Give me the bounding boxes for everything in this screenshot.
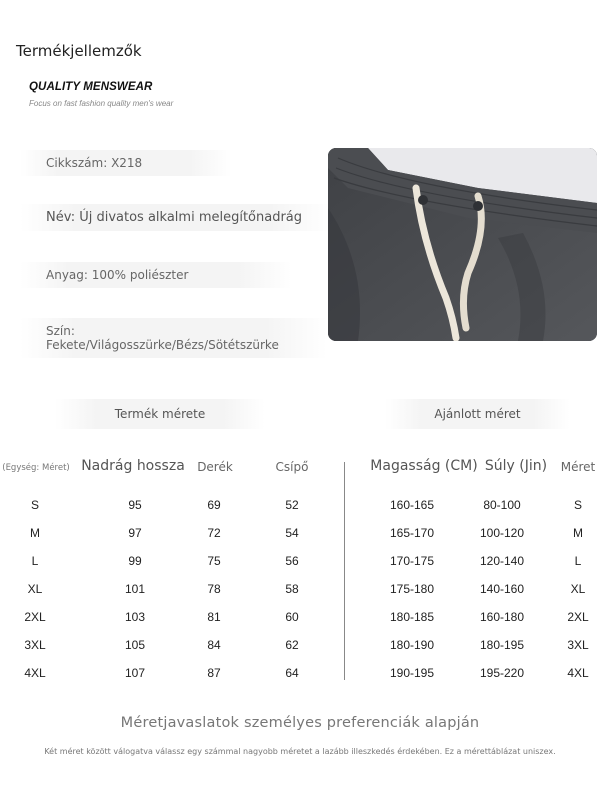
cell-size: S — [30, 498, 39, 512]
spec-name: Név: Új divatos alkalmi melegítőnadrág — [20, 204, 332, 231]
cell-hip: 64 — [285, 666, 299, 680]
recommend-table-heading: Ajánlott méret — [385, 399, 570, 429]
cell-waist: 84 — [207, 638, 221, 652]
cell-size: XL — [570, 582, 586, 596]
cell-size: L — [574, 554, 582, 568]
cell-hip: 52 — [285, 498, 299, 512]
brand-tagline: Focus on fast fashion quality men's wear — [29, 99, 174, 108]
brand-name: QUALITY MENSWEAR — [29, 81, 153, 93]
table-row — [0, 666, 340, 694]
cell-length: 105 — [124, 638, 146, 652]
table-row — [350, 582, 600, 610]
size-advice-title: Méretjavaslatok személyes preferenciák alapján — [120, 715, 480, 731]
cell-size: 2XL — [24, 610, 46, 624]
cell-waist: 87 — [207, 666, 221, 680]
spec-material: Anyag: 100% poliészter — [20, 262, 292, 288]
size-table-heading: Termék mérete — [55, 399, 265, 429]
cell-size: 4XL — [567, 666, 589, 680]
cell-length: 107 — [124, 666, 146, 680]
cell-waist: 78 — [207, 582, 221, 596]
cell-size: L — [31, 554, 39, 568]
cell-weight: 100-120 — [479, 526, 525, 540]
cell-waist: 75 — [207, 554, 221, 568]
cell-waist: 81 — [207, 610, 221, 624]
col-header-length: Nadrág hossza — [81, 458, 185, 474]
col-header-waist: Derék — [197, 460, 233, 474]
recommend-table-body — [350, 498, 600, 694]
table-divider — [344, 462, 345, 680]
cell-weight: 140-160 — [479, 582, 525, 596]
cell-size: 3XL — [24, 638, 46, 652]
cell-weight: 160-180 — [479, 610, 525, 624]
cell-weight: 180-195 — [479, 638, 525, 652]
size-advice-text: Két méret között válogatva válassz egy számmal nagyobb méretet a lazább illeszkedés érdekében. Ez a mérettáblázat uniszex. — [44, 747, 556, 756]
cell-size: 4XL — [24, 666, 46, 680]
cell-height: 160-165 — [389, 498, 435, 512]
cell-size: S — [573, 498, 582, 512]
cell-weight: 80-100 — [483, 498, 521, 512]
col-header-weight: Súly (Jin) — [484, 458, 548, 474]
col-header-hip: Csípő — [275, 460, 309, 474]
cell-length: 99 — [128, 554, 142, 568]
table-row — [350, 610, 600, 638]
cell-waist: 72 — [207, 526, 221, 540]
cell-length: 97 — [128, 526, 142, 540]
cell-height: 175-180 — [389, 582, 435, 596]
cell-length: 101 — [124, 582, 146, 596]
cell-length: 95 — [128, 498, 142, 512]
cell-height: 165-170 — [389, 526, 435, 540]
spec-sku: Cikkszám: X218 — [20, 150, 232, 176]
table-row — [0, 582, 340, 610]
cell-waist: 69 — [207, 498, 221, 512]
table-row — [0, 638, 340, 666]
pants-waistband-image — [328, 148, 597, 341]
cell-height: 180-185 — [389, 610, 435, 624]
size-table-body — [0, 498, 340, 694]
cell-hip: 62 — [285, 638, 299, 652]
cell-hip: 58 — [285, 582, 299, 596]
cell-height: 170-175 — [389, 554, 435, 568]
table-row — [350, 666, 600, 694]
table-row — [350, 638, 600, 666]
table-row — [0, 554, 340, 582]
page-title: Termékjellemzők — [16, 42, 142, 60]
cell-size: 3XL — [567, 638, 589, 652]
table-row — [350, 526, 600, 554]
table-row — [0, 498, 340, 526]
cell-weight: 195-220 — [479, 666, 525, 680]
unit-label: (Egység: Méret) — [2, 463, 70, 473]
table-row — [350, 554, 600, 582]
spec-colors: Szín: Fekete/Világosszürke/Bézs/Sötétszürke — [20, 318, 327, 358]
product-photo — [328, 148, 597, 341]
cell-size: M — [30, 526, 40, 540]
cell-hip: 60 — [285, 610, 299, 624]
col-header-size: Méret — [560, 460, 596, 474]
table-row — [0, 610, 340, 638]
cell-weight: 120-140 — [479, 554, 525, 568]
cell-size: XL — [27, 582, 43, 596]
cell-size: M — [573, 526, 583, 540]
cell-hip: 54 — [285, 526, 299, 540]
cell-size: 2XL — [567, 610, 589, 624]
cell-height: 180-190 — [389, 638, 435, 652]
col-header-height: Magasság (CM) — [370, 458, 478, 474]
cell-hip: 56 — [285, 554, 299, 568]
cell-height: 190-195 — [389, 666, 435, 680]
table-row — [350, 498, 600, 526]
table-row — [0, 526, 340, 554]
cell-length: 103 — [124, 610, 146, 624]
